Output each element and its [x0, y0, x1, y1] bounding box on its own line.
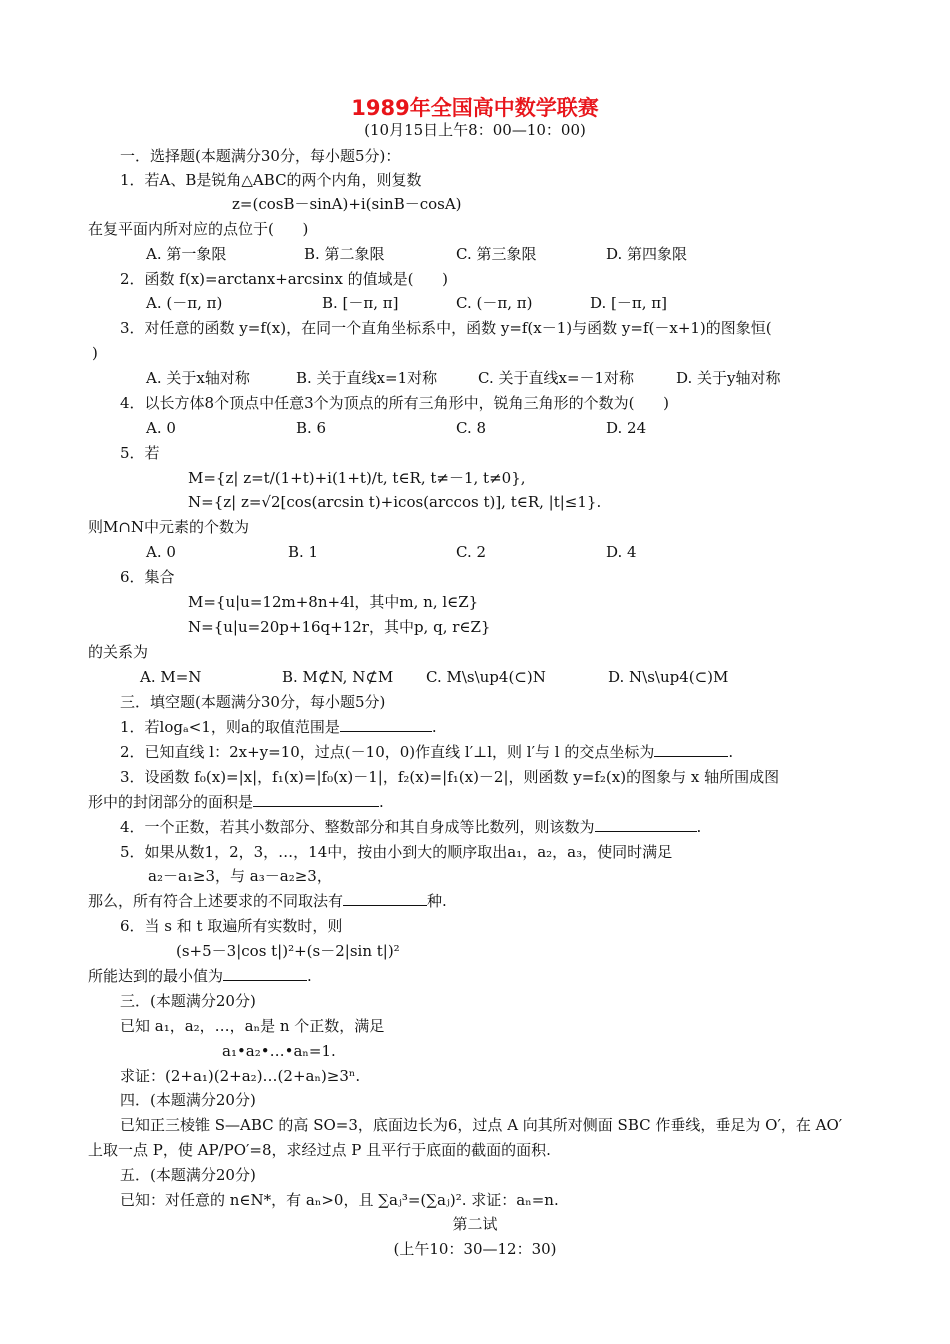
fill-3-line2	[88, 792, 384, 812]
q3-option-a: A. 关于x轴对称	[146, 369, 250, 387]
q5-set-m: M={z| z=t/(1+t)+i(1+t)/t, t∈R, t≠－1, t≠0},	[188, 469, 526, 487]
q2-option-d: D. [－π, π]	[590, 294, 667, 312]
q5-option-b: B. 1	[288, 543, 319, 561]
period: .	[379, 793, 384, 811]
document-title: 1989年全国高中数学联赛	[351, 96, 599, 120]
q6-set-m: M={u|u=12m+8n+4l，其中m, n, l∈Z}	[188, 593, 479, 611]
q4-option-c: C. 8	[456, 419, 487, 437]
q5-stem: 5．若	[120, 444, 160, 462]
section3-header: 三．(本题满分20分)	[120, 992, 256, 1010]
q5-option-c: C. 2	[456, 543, 487, 561]
q3-option-c: C. 关于直线x=－1对称	[478, 369, 635, 387]
q2-option-a: A. (－π, π)	[146, 294, 223, 312]
answer-blank	[340, 717, 432, 732]
answer-blank	[654, 742, 728, 757]
answer-blank	[343, 891, 427, 906]
q2-stem: 2．函数 f(x)=arctanx+arcsinx 的值域是( )	[120, 270, 448, 288]
section3-line1: 已知 a₁，a₂，…，aₙ是 n 个正数，满足	[120, 1017, 385, 1035]
section5-header: 五．(本题满分20分)	[120, 1166, 256, 1184]
fill-5-line1: 5．如果从数1，2，3，…，14中，按由小到大的顺序取出a₁，a₂，a₃，使同时满足	[120, 843, 673, 861]
fill-2	[120, 742, 733, 762]
answer-blank	[253, 792, 379, 807]
section3-line3: 求证：(2+a₁)(2+a₂)…(2+aₙ)≥3ⁿ.	[120, 1067, 361, 1085]
q5-tail: 则M∩N中元素的个数为	[88, 518, 250, 536]
section4-header: 四．(本题满分20分)	[120, 1091, 256, 1109]
section2-header: 三．填空题(本题满分30分，每小题5分)	[120, 693, 386, 711]
fill-4	[120, 817, 701, 837]
q5-option-d: D. 4	[606, 543, 637, 561]
q5-set-n: N={z| z=√2[cos(arcsin t)+icos(arccos t)], t∈R, |t|≤1}.	[188, 493, 602, 511]
second-test-time: (上午10：30—12：30)	[393, 1240, 557, 1258]
q3-option-d: D. 关于y轴对称	[676, 369, 781, 387]
period: .	[307, 967, 312, 985]
q6-option-a: A. M=N	[140, 668, 202, 686]
fill-4-text: 4．一个正数，若其小数部分、整数部分和其自身成等比数列，则该数为	[120, 818, 595, 836]
q3-stem: 3．对任意的函数 y=f(x)，在同一个直角坐标系中，函数 y=f(x－1)与函数 y=f(－x+1)的图象恒(	[120, 319, 772, 337]
q2-option-c: C. (－π, π)	[456, 294, 533, 312]
q4-stem: 4．以长方体8个顶点中任意3个为顶点的所有三角形中，锐角三角形的个数为( )	[120, 394, 669, 412]
fill-5-line2: a₂－a₁≥3，与 a₃－a₂≥3，	[148, 867, 332, 885]
q1-option-d: D. 第四象限	[606, 245, 688, 263]
q6-option-b: B. M⊄N, N⊄M	[282, 668, 394, 686]
fill-3-line1: 3．设函数 f₀(x)=|x|，f₁(x)=|f₀(x)－1|，f₂(x)=|f₁(x)－2|，则函数 y=f₂(x)的图象与 x 轴所围成图	[120, 768, 780, 786]
q1-option-b: B. 第二象限	[304, 245, 385, 263]
q3-option-b: B. 关于直线x=1对称	[296, 369, 438, 387]
q2-option-b: B. [－π, π]	[322, 294, 399, 312]
q4-option-b: B. 6	[296, 419, 327, 437]
section5-line1: 已知：对任意的 n∈N*，有 aₙ>0，且 ∑aⱼ³=(∑aⱼ)². 求证：aₙ=n.	[120, 1191, 559, 1209]
fill-3-text: 形中的封闭部分的面积是	[88, 793, 254, 811]
section4-line2: 上取一点 P，使 AP/PO′=8，求经过点 P 且平行于底面的截面的面积.	[88, 1141, 551, 1159]
fill-1-text: 1．若logₐ<1，则a的取值范围是	[120, 718, 340, 736]
q6-set-n: N={u|u=20p+16q+12r，其中p, q, r∈Z}	[188, 618, 491, 636]
fill-6-line1: 6．当 s 和 t 取遍所有实数时，则	[120, 917, 343, 935]
q1-tail: 在复平面内所对应的点位于( )	[88, 220, 309, 238]
section3-line2: a₁•a₂•…•aₙ=1.	[222, 1042, 336, 1060]
fill-5-line3	[88, 891, 447, 911]
fill-2-text: 2．已知直线 l：2x+y=10，过点(－10，0)作直线 l′⊥l，则 l′与 l 的交点坐标为	[120, 743, 655, 761]
q4-option-d: D. 24	[606, 419, 647, 437]
answer-blank	[595, 817, 697, 832]
q6-stem: 6．集合	[120, 568, 175, 586]
q6-option-d: D. N\s\up4(⊂)M	[608, 668, 729, 686]
q1-stem: 1．若A、B是锐角△ABC的两个内角，则复数	[120, 171, 422, 189]
fill-6-line3	[88, 966, 312, 986]
fill-1	[120, 717, 437, 737]
q4-option-a: A. 0	[146, 419, 176, 437]
answer-blank	[223, 966, 307, 981]
period: .	[728, 743, 734, 761]
fill-6-formula: (s+5－3|cos t|)²+(s－2|sin t|)²	[176, 942, 400, 960]
q1-option-c: C. 第三象限	[456, 245, 537, 263]
second-test-title: 第二试	[452, 1215, 498, 1233]
q6-tail: 的关系为	[88, 643, 149, 661]
q5-option-a: A. 0	[146, 543, 176, 561]
period: .	[431, 718, 437, 736]
q6-option-c: C. M\s\up4(⊂)N	[426, 668, 546, 686]
q3-tail: )	[92, 344, 98, 362]
exam-time: (10月15日上午8：00—10：00)	[364, 121, 586, 139]
q1-option-a: A. 第一象限	[146, 245, 227, 263]
fill-5-unit: 种.	[427, 892, 447, 910]
period: .	[696, 818, 702, 836]
section4-line1: 已知正三棱锥 S—ABC 的高 SO=3，底面边长为6，过点 A 向其所对侧面 SBC 作垂线，垂足为 O′，在 AO′	[120, 1116, 843, 1134]
q1-formula: z=(cosB－sinA)+i(sinB－cosA)	[232, 195, 462, 213]
fill-5-text: 那么，所有符合上述要求的不同取法有	[88, 892, 344, 910]
section1-header: 一．选择题(本题满分30分，每小题5分)：	[120, 147, 401, 165]
fill-6-text: 所能达到的最小值为	[88, 967, 224, 985]
